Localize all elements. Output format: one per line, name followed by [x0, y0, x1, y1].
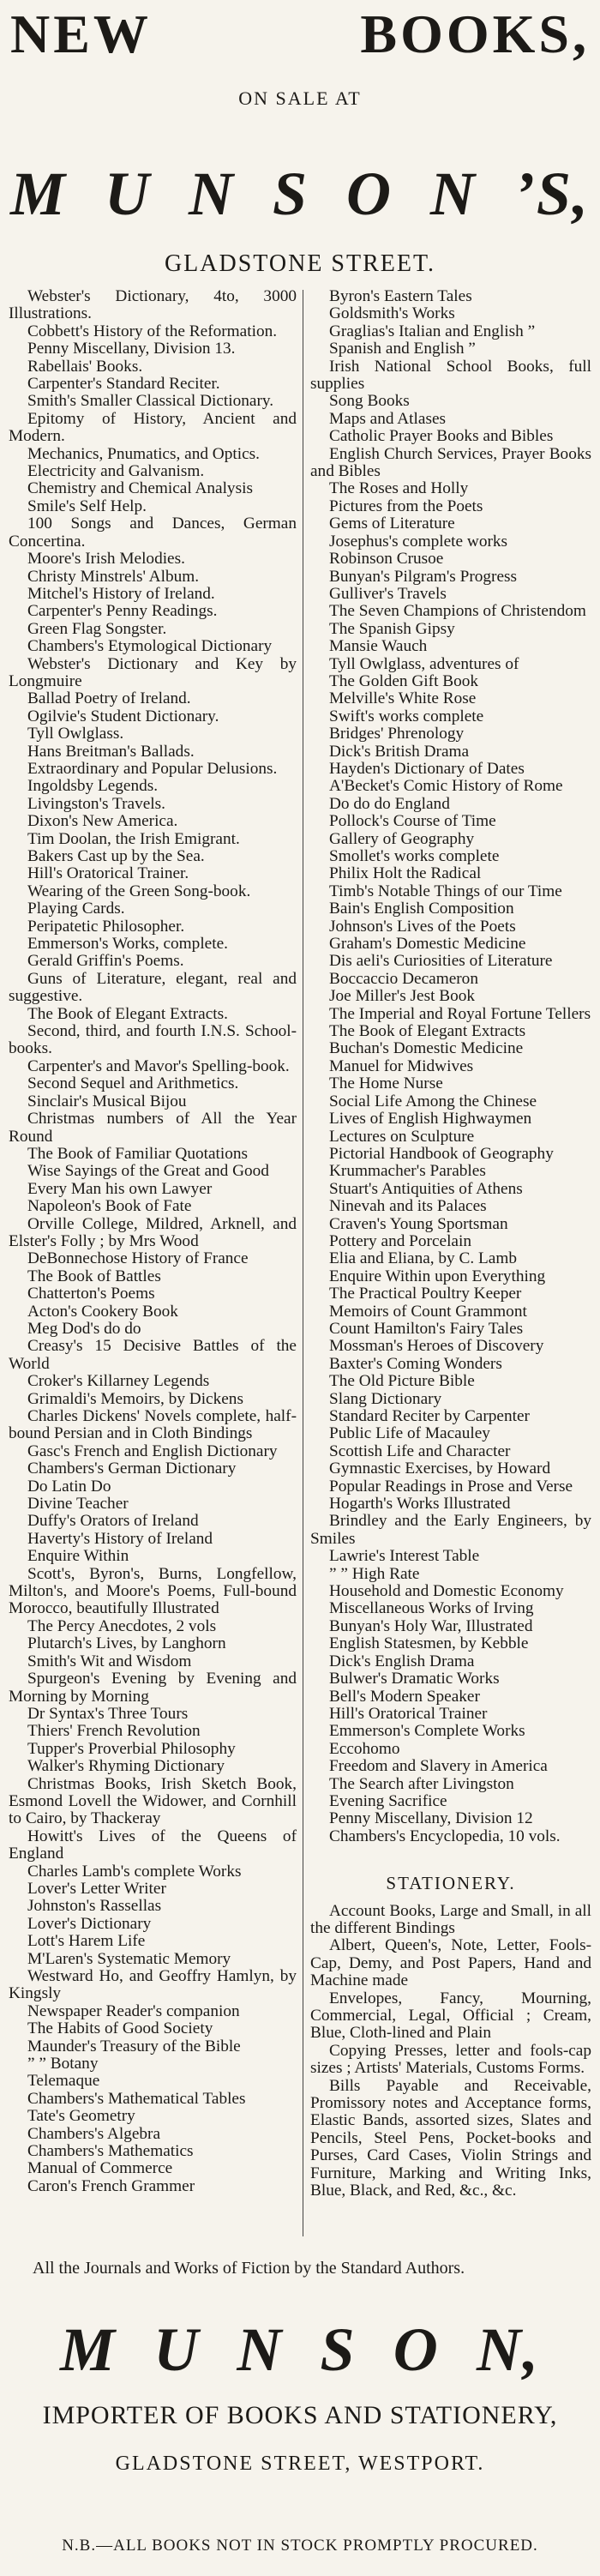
shop-letter: U — [105, 159, 151, 228]
shop-letter: N — [188, 159, 235, 228]
book-entry: Pollock's Course of Time — [329, 812, 496, 831]
book-entry: Enquire Within — [27, 1547, 129, 1566]
book-entry: Hogarth's Works Illustrated — [329, 1495, 511, 1514]
book-entry: Lott's Harem Life — [27, 1932, 146, 1951]
book-entry: Gasc's French and English Dictionary — [27, 1441, 278, 1460]
book-entry: Dick's English Drama — [329, 1652, 475, 1670]
book-entry: Pottery and Porcelain — [329, 1231, 471, 1250]
book-entry: The Book of Elegant Extracts — [329, 1022, 526, 1041]
book-entry: Catholic Prayer Books and Bibles — [329, 427, 554, 446]
book-entry: Bulwer's Dramatic Works — [329, 1670, 500, 1688]
book-entry: Livingston's Travels. — [27, 794, 165, 813]
book-entry: Smollet's works complete — [329, 847, 500, 865]
stationery-entry: Copying Presses, letter and fools-cap sizes ; Artists' Materials, Customs Forms. — [310, 2041, 591, 2078]
footer-letter: M — [60, 2315, 117, 2384]
book-entry: Mossman's Heroes of Discovery — [329, 1337, 544, 1356]
book-entry: Ninevah and its Palaces — [329, 1197, 487, 1216]
book-entry: Melville's White Rose — [329, 689, 477, 708]
book-entry: Penny Miscellany, Division 13. — [27, 340, 236, 358]
book-entry: Hill's Oratorical Trainer — [329, 1704, 488, 1723]
book-entry: Cobbett's History of the Reformation. — [27, 322, 278, 340]
book-entry: Boccaccio Decameron — [329, 969, 478, 988]
book-entry: Smith's Wit and Wisdom — [27, 1652, 192, 1670]
book-entry: Song Books — [329, 392, 410, 411]
book-entry: The Habits of Good Society — [27, 2019, 213, 2038]
book-entry: Craven's Young Sportsman — [329, 1214, 508, 1233]
book-entry: Pictorial Handbook of Geography — [329, 1144, 554, 1163]
book-entry: Guns of Literature, elegant, real and suggestive. — [9, 969, 297, 1006]
book-entry: Croker's Killarney Legends — [27, 1372, 210, 1391]
book-entry: Maunder's Treasury of the Bible — [27, 2037, 241, 2055]
book-entry: The Book of Familiar Quotations — [27, 1144, 249, 1163]
book-entry: Howitt's Lives of the Queens of England — [9, 1827, 297, 1863]
book-entry: Plutarch's Lives, by Langhorn — [27, 1634, 226, 1653]
stationery-entry: Account Books, Large and Small, in all the different Bindings — [310, 1901, 591, 1937]
book-entry: The Home Nurse — [329, 1074, 443, 1093]
book-entry: Webster's Dictionary, 4to, 3000 Illustrations. — [9, 287, 297, 323]
book-entry: Mechanics, Pnumatics, and Optics. — [27, 444, 260, 463]
book-entry: The Practical Poultry Keeper — [329, 1285, 522, 1303]
book-entry: The Book of Elegant Extracts. — [27, 1004, 228, 1023]
stationery-entry: Bills Payable and Receivable, Promissory notes and Acceptance forms, Elastic Bands, assorted sizes, Slates and Pencils, Steel Pens, Pocket-books and Purses, Card Cases, Violin Strings and Furniture, Marking and Writing Inks, Blue, Black, and Red, &c., &c. — [310, 2076, 591, 2200]
book-entry: Evening Sacrifice — [329, 1791, 447, 1810]
book-entry: The Spanish Gipsy — [329, 619, 455, 638]
book-entry: Hans Breitman's Ballads. — [27, 742, 195, 761]
headline-word-new: NEW — [10, 3, 152, 64]
book-entry: Enquire Within upon Everything — [329, 1267, 546, 1285]
book-entry: The Old Picture Bible — [329, 1372, 475, 1391]
footer-letter: U — [153, 2315, 201, 2384]
book-entry: Chambers's Mathematics — [27, 2142, 194, 2161]
stationery-heading: STATIONERY. — [386, 1873, 516, 1894]
importer-line: IMPORTER OF BOOKS AND STATIONERY, — [42, 2401, 558, 2429]
book-entry: Smith's Smaller Classical Dictionary. — [27, 392, 274, 411]
stationery-entry: Envelopes, Fancy, Mourning, Commercial, Legal, Official ; Cream, Blue, Cloth-lined and Plain — [310, 1989, 591, 2043]
book-entry: Second Sequel and Arithmetics. — [27, 1074, 239, 1093]
book-entry: Swift's works complete — [329, 707, 484, 725]
book-entry: Lectures on Sculpture — [329, 1127, 475, 1146]
footer-letter: S — [320, 2315, 357, 2384]
book-entry: Household and Domestic Economy — [329, 1582, 564, 1601]
book-entry: Chambers's Encyclopedia, 10 vols. — [329, 1827, 561, 1845]
book-entry: Bunyan's Holy War, Illustrated — [329, 1616, 533, 1635]
book-entry: The Seven Champions of Christendom — [329, 602, 586, 621]
book-entry: Josephus's complete works — [329, 532, 508, 551]
book-entry: Creasy's 15 Decisive Battles of the World — [9, 1337, 297, 1373]
book-entry: Johnston's Rassellas — [27, 1897, 162, 1916]
book-entry: Moore's Irish Melodies. — [27, 550, 185, 569]
stationery-list — [310, 1903, 591, 2200]
book-entry: Westward Ho, and Geoffry Hamlyn, by Kingsly — [9, 1967, 297, 2003]
book-entry: Robinson Crusoe — [329, 550, 444, 569]
book-entry: Scottish Life and Character — [329, 1441, 511, 1460]
book-entry: Meg Dod's do do — [27, 1319, 141, 1338]
book-entry: Timb's Notable Things of our Time — [329, 882, 562, 900]
headline-word-books: BOOKS, — [360, 3, 590, 64]
shop-letter: O — [345, 159, 393, 228]
book-entry: Scott's, Byron's, Burns, Longfellow, Milton's, and Moore's Poems, Full-bound Morocco, beautifully Illustrated — [9, 1564, 297, 1618]
book-entry: Count Hamilton's Fairy Tales — [329, 1319, 524, 1338]
book-entry: Stuart's Antiquities of Athens — [329, 1179, 523, 1198]
book-entry: Dr Syntax's Three Tours — [27, 1704, 189, 1723]
book-entry: Christmas numbers of All the Year Round — [9, 1110, 297, 1146]
book-entry: ” ” High Rate — [329, 1564, 420, 1583]
book-entry: Ballad Poetry of Ireland. — [27, 689, 191, 708]
book-entry: The Roses and Holly — [329, 479, 469, 498]
book-entry: Gerald Griffin's Poems. — [27, 952, 184, 971]
book-entry: Bain's English Composition — [329, 900, 514, 918]
book-entry: Popular Readings in Prose and Verse — [329, 1477, 573, 1496]
book-entry: The Book of Battles — [27, 1267, 161, 1285]
book-entry: Gulliver's Travels — [329, 584, 447, 603]
book-entry: The Golden Gift Book — [329, 671, 479, 690]
book-entry: Newspaper Reader's companion — [27, 2001, 240, 2020]
book-entry: Maps and Atlases — [329, 409, 447, 428]
book-entry: Spanish and English ” — [329, 340, 476, 358]
book-entry: ” ” Botany — [27, 2055, 99, 2073]
book-entry: Ogilvie's Student Dictionary. — [27, 707, 219, 725]
book-entry: Social Life Among the Chinese — [329, 1092, 537, 1110]
book-entry: Walker's Rhyming Dictionary — [27, 1757, 225, 1776]
book-entry: Freedom and Slavery in America — [329, 1757, 548, 1776]
book-entry: Charles Dickens' Novels complete, half-bound Persian and in Cloth Bindings — [9, 1407, 297, 1443]
book-entry: Tupper's Proverbial Philosophy — [27, 1739, 236, 1758]
journals-line: All the Journals and Works of Fiction by the Standard Authors. — [33, 2259, 465, 2278]
book-entry: Buchan's Domestic Medicine — [329, 1039, 524, 1058]
footer-letter: N, — [476, 2315, 540, 2384]
book-entry: DeBonnechose History of France — [27, 1249, 249, 1268]
headline-new-books — [10, 3, 590, 64]
book-entry: The Imperial and Royal Fortune Tellers — [329, 1004, 591, 1023]
shop-letter: ’S, — [513, 159, 590, 228]
book-entry: Thiers' French Revolution — [27, 1722, 201, 1741]
address-line: GLADSTONE STREET, WESTPORT. — [115, 2453, 485, 2475]
book-entry: Chatterton's Poems — [27, 1285, 155, 1303]
book-entry: Tate's Geometry — [27, 2107, 135, 2126]
book-entry: Peripatetic Philosopher. — [27, 917, 185, 936]
book-entry: Irish National School Books, full supplies — [310, 357, 591, 394]
book-entry: Goldsmith's Works — [329, 304, 455, 323]
shop-letter: N — [429, 159, 477, 228]
book-entry: Napoleon's Book of Fate — [27, 1197, 192, 1216]
shop-letter: M — [10, 159, 68, 228]
book-entry: Penny Miscellany, Division 12 — [329, 1809, 533, 1828]
book-entry: Tyll Owlglass. — [27, 725, 124, 743]
book-entry: Emmerson's Works, complete. — [27, 935, 228, 954]
book-entry: Gymnastic Exercises, by Howard — [329, 1460, 551, 1478]
book-entry: Every Man his own Lawyer — [27, 1179, 213, 1198]
book-entry: Standard Reciter by Carpenter — [329, 1407, 530, 1425]
book-entry: Public Life of Macauley — [329, 1424, 490, 1443]
book-entry: A'Becket's Comic History of Rome — [329, 777, 563, 796]
book-entry: Christmas Books, Irish Sketch Book, Esmond Lovell the Widower, and Cornhill to Cairo, by Thackeray — [9, 1774, 297, 1828]
nb-notice: N.B.—ALL BOOKS NOT IN STOCK PROMPTLY PROCURED. — [62, 2537, 538, 2555]
book-entry: English Statesmen, by Kebble — [329, 1634, 529, 1653]
book-entry: Electricity and Galvanism. — [27, 462, 205, 481]
book-entry: Philix Holt the Radical — [329, 864, 482, 883]
book-entry: Wise Sayings of the Great and Good — [27, 1162, 269, 1181]
book-entry: Mitchel's History of Ireland. — [27, 584, 215, 603]
book-entry: The Percy Anecdotes, 2 vols — [27, 1616, 217, 1635]
book-entry: Spurgeon's Evening by Evening and Morning by Morning — [9, 1670, 297, 1706]
book-entry: Wearing of the Green Song-book. — [27, 882, 251, 900]
book-entry: M'Laren's Systematic Memory — [27, 1949, 231, 1968]
book-entry: Tim Doolan, the Irish Emigrant. — [27, 829, 240, 848]
book-entry: Manuel for Midwives — [329, 1056, 474, 1075]
book-entry: Epitomy of History, Ancient and Modern. — [9, 409, 297, 446]
book-entry: Chambers's Mathematical Tables — [27, 2089, 246, 2108]
book-entry: Chambers's Algebra — [27, 2124, 161, 2143]
book-entry: Slang Dictionary — [329, 1389, 442, 1408]
book-entry: Do Latin Do — [27, 1477, 111, 1496]
book-entry: The Search after Livingston — [329, 1774, 514, 1793]
book-entry: Memoirs of Count Grammont — [329, 1302, 527, 1321]
book-entry: Gems of Literature — [329, 515, 455, 533]
book-entry: Chambers's Etymological Dictionary — [27, 637, 273, 656]
book-entry: Chambers's German Dictionary — [27, 1460, 237, 1478]
book-entry: Do do do England — [329, 794, 450, 813]
book-entry: Joe Miller's Jest Book — [329, 987, 476, 1006]
book-entry: Carpenter's Penny Readings. — [27, 602, 218, 621]
book-entry: Miscellaneous Works of Irving — [329, 1599, 534, 1618]
street-heading: GLADSTONE STREET. — [164, 250, 436, 277]
footer-letter: N — [237, 2315, 284, 2384]
book-list-right-items — [310, 288, 591, 1845]
book-entry: Charles Lamb's complete Works — [27, 1862, 242, 1881]
book-entry: Divine Teacher — [27, 1495, 129, 1514]
book-entry: 100 Songs and Dances, German Concertina. — [9, 515, 297, 551]
book-entry: Grimaldi's Memoirs, by Dickens — [27, 1389, 243, 1408]
book-entry: Bell's Modern Speaker — [329, 1687, 480, 1706]
book-entry: Hill's Oratorical Trainer. — [27, 864, 189, 883]
book-entry: Orville College, Mildred, Arknell, and Elster's Folly ; by Mrs Wood — [9, 1214, 297, 1250]
book-entry: Manual of Commerce — [27, 2159, 173, 2178]
book-entry: Eccohomo — [329, 1739, 400, 1758]
book-entry: Tyll Owlglass, adventures of — [329, 654, 519, 673]
shop-letter: S — [272, 159, 309, 228]
book-entry: Second, third, and fourth I.N.S. School-books. — [9, 1022, 297, 1058]
book-entry: Bunyan's Pilgram's Progress — [329, 567, 518, 586]
book-entry: Pictures from the Poets — [329, 497, 483, 515]
book-entry: Lawrie's Interest Table — [329, 1547, 480, 1566]
book-entry: Green Flag Songster. — [27, 619, 167, 638]
book-entry: Krummacher's Parables — [329, 1162, 486, 1181]
book-entry: Extraordinary and Popular Delusions. — [27, 759, 278, 778]
book-entry: Emmerson's Complete Works — [329, 1722, 525, 1741]
book-entry: Gallery of Geography — [329, 829, 475, 848]
book-entry: Bridges' Phrenology — [329, 725, 465, 743]
book-entry: Mansie Wauch — [329, 637, 428, 656]
book-entry: Webster's Dictionary and Key by Longmuire — [9, 654, 297, 690]
book-entry: Lover's Letter Writer — [27, 1879, 166, 1898]
book-list-left-column — [9, 288, 297, 2195]
book-entry: English Church Services, Prayer Books and Bibles — [310, 444, 591, 481]
book-entry: Rabellais' Books. — [27, 357, 143, 376]
book-entry: Dis aeli's Curiosities of Literature — [329, 952, 553, 971]
shop-name-munsons — [10, 159, 590, 228]
book-entry: Byron's Eastern Tales — [329, 287, 472, 305]
book-entry: Smile's Self Help. — [27, 497, 147, 515]
book-entry: Carpenter's Standard Reciter. — [27, 375, 220, 394]
book-entry: Carpenter's and Mavor's Spelling-book. — [27, 1056, 290, 1075]
footer-name-munson — [60, 2315, 540, 2384]
book-entry: Haverty's History of Ireland — [27, 1529, 213, 1548]
book-entry: Ingoldsby Legends. — [27, 777, 159, 796]
book-entry: Brindley and the Early Engineers, by Smiles — [310, 1512, 591, 1548]
book-list-right-column — [310, 288, 591, 2200]
book-entry: Graglias's Italian and English ” — [329, 322, 536, 340]
book-entry: Dick's British Drama — [329, 742, 470, 761]
book-entry: Lover's Dictionary — [27, 1914, 152, 1933]
book-entry: Caron's French Grammer — [27, 2176, 195, 2195]
book-entry: Hayden's Dictionary of Dates — [329, 759, 525, 778]
book-entry: Acton's Cookery Book — [27, 1302, 178, 1321]
book-entry: Chemistry and Chemical Analysis — [27, 479, 253, 498]
book-entry: Baxter's Coming Wonders — [329, 1354, 502, 1373]
book-entry: Lives of English Highwaymen — [329, 1110, 532, 1129]
on-sale-at: ON SALE AT — [238, 87, 362, 109]
book-entry: Bakers Cast up by the Sea. — [27, 847, 205, 865]
book-entry: Duffy's Orators of Ireland — [27, 1512, 199, 1531]
book-entry: Dixon's New America. — [27, 812, 178, 831]
book-entry: Johnson's Lives of the Poets — [329, 917, 516, 936]
book-entry: Telemaque — [27, 2072, 100, 2091]
footer-letter: O — [393, 2315, 440, 2384]
book-entry: Playing Cards. — [27, 900, 125, 918]
stationery-entry: Albert, Queen's, Note, Letter, Fools-Cap, Demy, and Post Papers, Hand and Machine made — [310, 1936, 591, 1990]
book-entry: Graham's Domestic Medicine — [329, 935, 526, 954]
book-entry: Elia and Eliana, by C. Lamb — [329, 1249, 517, 1268]
book-entry: Sinclair's Musical Bijou — [27, 1092, 187, 1110]
book-entry: Christy Minstrels' Album. — [27, 567, 200, 586]
